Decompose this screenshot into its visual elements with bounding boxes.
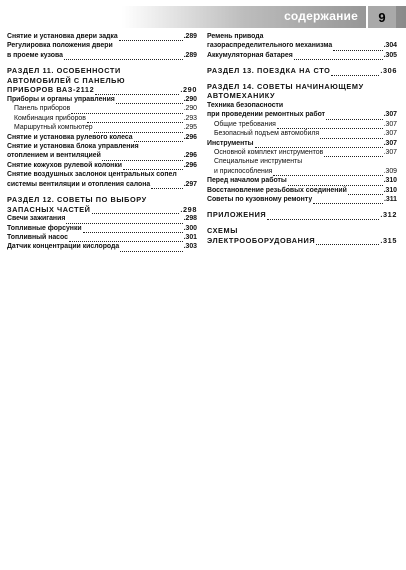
dot-leader: [120, 246, 182, 252]
toc-subentry[interactable]: [207, 167, 397, 176]
section-heading[interactable]: [207, 66, 397, 76]
dot-leader: [333, 45, 382, 51]
section-heading[interactable]: [207, 210, 397, 220]
toc-entry-title-line: Ремень привода: [207, 33, 264, 40]
toc-entry-title: Топливные форсунки: [7, 224, 82, 232]
toc-entry[interactable]: [207, 51, 397, 60]
page-number-box: [366, 6, 396, 28]
dot-leader: [294, 54, 383, 60]
dot-leader: [71, 108, 182, 114]
section-heading-line: АВТОМОБИЛЕЙ С ПАНЕЛЬЮ: [7, 75, 126, 85]
toc-entry-page: .307: [383, 111, 397, 119]
section-heading[interactable]: [7, 205, 197, 215]
toc-entry-title-line: Снятие воздушных заслонок центральных сопел: [7, 171, 177, 179]
toc-entry-title: Панель приборов: [14, 105, 71, 113]
toc-entry[interactable]: [7, 95, 197, 104]
section-heading-page: .306: [380, 66, 397, 76]
section-heading-line: РАЗДЕЛ 11. ОСОБЕННОСТИ: [7, 66, 121, 76]
toc-entry-title: Датчик концентрации кислорода: [7, 243, 120, 251]
toc-right-column: [207, 32, 397, 245]
toc-entry[interactable]: [7, 32, 197, 41]
toc-entry-page: .296: [183, 152, 197, 160]
dot-leader: [324, 151, 382, 157]
toc-entry-page: .295: [183, 124, 197, 132]
toc-entry-title: Приборы и органы управления: [7, 96, 115, 103]
toc-entry-title: Советы по кузовному ремонту: [207, 196, 313, 204]
section-heading-line: РАЗДЕЛ 14. СОВЕТЫ НАЧИНАЮЩЕМУ: [207, 81, 364, 91]
toc-entry-title: газораспределительного механизма: [207, 42, 333, 50]
toc-entry-page: .293: [183, 114, 197, 122]
dot-leader: [348, 189, 383, 195]
dot-leader: [87, 117, 183, 123]
toc-entry-title: Комбинация приборов: [14, 114, 86, 122]
toc-entry-page: .290: [183, 105, 197, 113]
toc-entry-title: Безопасный подъем автомобиля: [214, 130, 320, 138]
toc-subentry[interactable]: [207, 148, 397, 157]
toc-entry-title: Свечи зажигания: [7, 215, 66, 223]
toc-subentry[interactable]: [207, 129, 397, 138]
toc-entry-page: .311: [383, 196, 397, 204]
toc-entry-page: .303: [183, 243, 197, 251]
section-heading-line: РАЗДЕЛ 12. СОВЕТЫ ПО ВЫБОРУ: [7, 195, 147, 205]
dot-leader: [66, 218, 182, 224]
toc-entry-page: .301: [183, 234, 197, 242]
toc-entry-title: и приспособления: [214, 167, 273, 175]
section-heading-line: АВТОМЕХАНИКУ: [207, 91, 276, 101]
toc-entry-title: Инструменты: [207, 139, 254, 147]
toc-entry-page: .289: [183, 51, 197, 59]
toc-entry-page: .310: [383, 177, 397, 185]
toc-left-column: [7, 32, 197, 252]
toc-entry-page: .307: [383, 149, 397, 157]
toc-entry-title: Перед началом работы: [207, 177, 287, 185]
toc-entry-page: .296: [183, 161, 197, 169]
toc-entry-title-line: Снятие и установка блока управления: [7, 143, 139, 151]
toc-entry[interactable]: [7, 224, 197, 233]
section-heading-page: .298: [180, 204, 197, 214]
toc-entry-page: .289: [183, 33, 197, 40]
section-heading-title: ПРИЛОЖЕНИЯ: [207, 210, 267, 220]
toc-entry-title-line: Техника безопасности: [207, 102, 284, 109]
toc-entry[interactable]: [7, 242, 197, 251]
toc-entry[interactable]: [207, 139, 397, 148]
toc-entry-title: при проведении ремонтных работ: [207, 111, 326, 119]
toc-entry-title: Основной комплект инструментов: [214, 149, 324, 157]
toc-entry[interactable]: [7, 161, 197, 170]
toc-subentry[interactable]: [207, 120, 397, 129]
toc-entry-title: в проеме кузова: [7, 51, 63, 59]
toc-entry[interactable]: [7, 214, 197, 223]
toc-entry-title: Аккумуляторная батарея: [207, 51, 293, 59]
section-heading-title: ПРИБОРОВ ВАЗ-2112: [7, 85, 95, 95]
toc-subentry[interactable]: [7, 123, 197, 132]
toc-entry-page: .307: [383, 130, 397, 138]
toc-entry-title: Восстановление резьбовых соединений: [207, 186, 347, 194]
toc-entry-page: .290: [183, 96, 197, 103]
toc-subentry[interactable]: [7, 104, 197, 113]
toc-entry-page: .298: [183, 215, 197, 223]
dot-leader: [326, 114, 383, 120]
dot-leader: [64, 54, 183, 60]
dot-leader: [92, 208, 180, 214]
toc-entry-page: .307: [383, 120, 397, 128]
dot-leader: [331, 70, 379, 76]
toc-entry-title: системы вентиляции и отопления салона: [7, 180, 151, 188]
toc-entry-title: Снятие и установка рулевого колеса: [7, 133, 133, 141]
toc-entry[interactable]: [207, 110, 397, 119]
dot-leader: [267, 214, 379, 220]
toc-entry-title: Общие требования: [214, 120, 276, 128]
toc-entry-page: .304: [383, 42, 397, 50]
section-heading-page: .290: [180, 85, 197, 95]
toc-entry[interactable]: [207, 176, 397, 185]
toc-entry-page: .300: [183, 224, 197, 232]
toc-entry-page: .297: [183, 180, 197, 188]
toc-entry[interactable]: [207, 41, 397, 50]
toc-entry-page: .310: [383, 186, 397, 194]
section-heading-title: ЗАПАСНЫХ ЧАСТЕЙ: [7, 204, 91, 214]
section-heading[interactable]: [7, 85, 197, 95]
header-title: содержание: [284, 9, 358, 23]
section-heading-title: ЭЛЕКТРООБОРУДОВАНИЯ: [207, 235, 316, 245]
dot-leader: [313, 198, 383, 204]
dot-leader: [316, 239, 379, 245]
dot-leader: [83, 227, 183, 233]
toc-entry[interactable]: [7, 133, 197, 142]
toc-entry[interactable]: [7, 233, 197, 242]
section-heading-page: .312: [380, 210, 397, 220]
toc-entry[interactable]: [7, 51, 197, 60]
toc-entry-title: отоплением и вентиляцией: [7, 152, 101, 160]
toc-entry-page: .307: [383, 139, 397, 147]
section-heading-title: РАЗДЕЛ 13. ПОЕЗДКА НА СТО: [207, 66, 331, 76]
dot-leader: [320, 133, 382, 139]
section-heading-line: СХЕМЫ: [207, 226, 238, 236]
toc-entry-page: .296: [183, 133, 197, 141]
page-number: 9: [378, 9, 386, 25]
section-heading[interactable]: [207, 236, 397, 246]
toc-entry[interactable]: [207, 195, 397, 204]
toc-entry-page: .305: [383, 51, 397, 59]
toc-entry[interactable]: [7, 180, 197, 189]
toc-entry-page: .309: [383, 167, 397, 175]
dot-leader: [273, 170, 382, 176]
toc-entry-title: Снятие и установка двери задка: [7, 33, 118, 40]
section-heading-page: .315: [380, 235, 397, 245]
toc-entry-title: Топливный насос: [7, 234, 68, 242]
dot-leader: [151, 183, 182, 189]
toc-subentry[interactable]: [7, 114, 197, 123]
toc-entry-title-line: Специальные инструменты: [214, 158, 303, 166]
dot-leader: [119, 35, 183, 41]
toc-entry[interactable]: [207, 186, 397, 195]
toc-entry[interactable]: [7, 151, 197, 160]
toc-entry-title-line: Регулировка положения двери: [7, 42, 113, 50]
dot-leader: [116, 98, 183, 104]
dot-leader: [134, 136, 183, 142]
toc-entry-title: Маршрутный компьютер: [14, 124, 93, 132]
toc-entry-title: Снятие кожухов рулевой колонки: [7, 161, 123, 169]
